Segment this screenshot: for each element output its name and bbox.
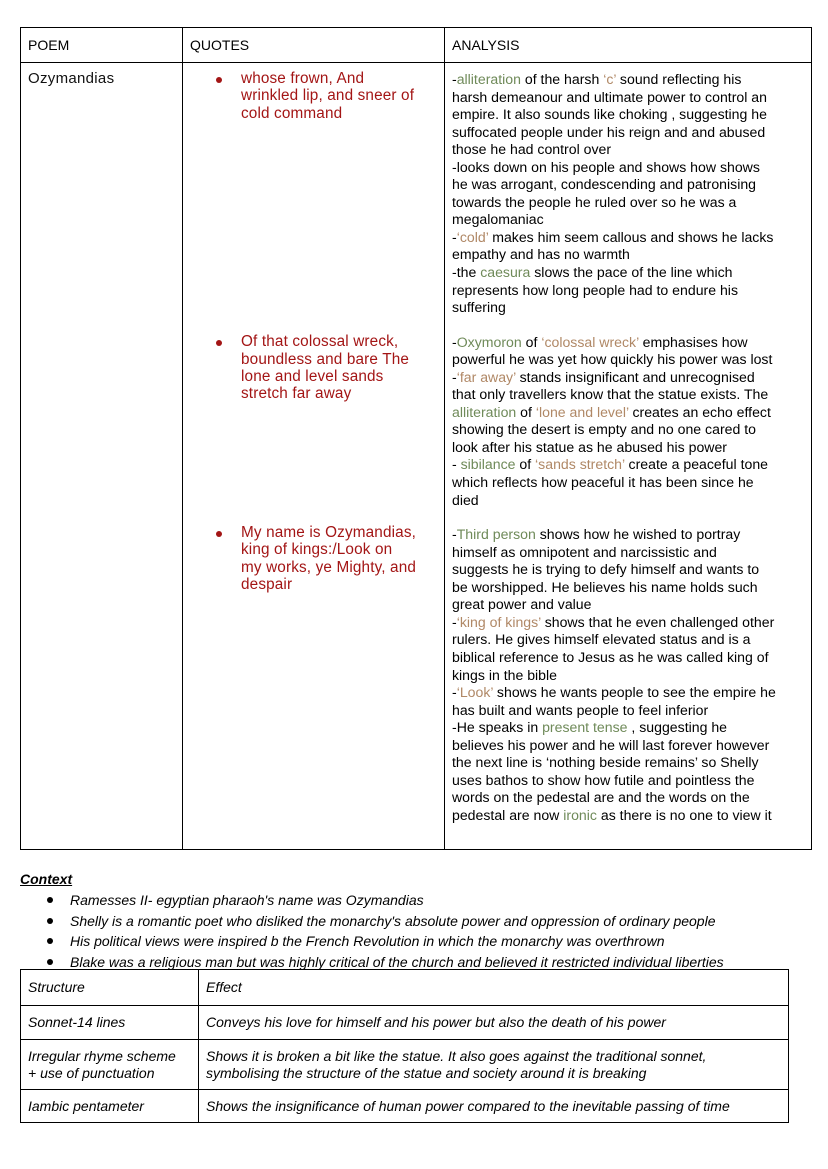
analysis-line — [452, 544, 808, 562]
analysis-text: -looks down on his people and shows how shows — [452, 158, 760, 175]
analysis-text: shows how he wished to portray — [535, 526, 741, 543]
analysis-line — [452, 684, 808, 702]
analysis-line — [452, 264, 808, 282]
analysis-line — [452, 807, 808, 825]
analysis-text: of the harsh — [520, 71, 604, 87]
effect-cell — [199, 1040, 789, 1090]
analysis-line — [452, 124, 808, 142]
structure-cell — [21, 1090, 199, 1123]
header-poem: POEM — [21, 28, 183, 63]
analysis-text: empathy and has no warmth — [452, 246, 630, 263]
analysis-text: pedestal are now — [452, 806, 564, 823]
quote-line: king of kings:/Look on — [241, 541, 393, 559]
analysis-text: showing the desert is empty and no one cared to — [452, 421, 756, 438]
bullet-icon — [47, 959, 53, 965]
analysis-line — [452, 159, 808, 177]
analysis-text: uses bathos to show how futile and pointless the — [452, 771, 755, 788]
quotes-cell — [183, 63, 445, 850]
analysis-text: died — [452, 491, 479, 508]
analysis-line — [452, 772, 808, 790]
structure-cell — [21, 1040, 199, 1090]
analysis-text: sound reflecting his — [616, 71, 742, 87]
effect-cell — [199, 1090, 789, 1123]
analysis-line — [452, 246, 808, 264]
poem-title: Ozymandias — [21, 63, 183, 850]
term-highlight: Third person — [456, 526, 536, 543]
analysis-text: suffocated people under his reign and and abused — [452, 123, 766, 140]
context-list — [20, 890, 810, 972]
table-row — [21, 63, 812, 850]
analysis-text: look after his statue as he abused his power — [452, 438, 727, 455]
effect-cell — [199, 1006, 789, 1040]
analysis-text: suffering — [452, 299, 506, 316]
context-text: Shelly is a romantic poet who disliked the monarchy's absolute power and oppression of ordinary people — [70, 912, 716, 929]
quote-line: cold command — [241, 104, 343, 122]
analysis-text: himself as omnipotent and narcissistic and — [452, 543, 717, 560]
bullet-icon — [216, 340, 222, 346]
analysis-text: represents how long people had to endure his — [452, 281, 738, 298]
analysis-text: - — [452, 228, 457, 245]
quote-line: wrinkled lip, and sneer of — [241, 87, 415, 105]
bullet-icon — [47, 938, 53, 944]
analysis-text: creates an echo effect — [628, 403, 771, 420]
bullet-icon — [47, 918, 53, 924]
term-highlight: ironic — [563, 806, 597, 823]
analysis-block — [452, 71, 808, 317]
quoted-word: ‘king of kings’ — [456, 613, 541, 630]
analysis-line — [452, 282, 808, 300]
term-highlight: sibilance — [460, 456, 516, 473]
analysis-text: emphasises how — [638, 333, 748, 350]
cell-line: Shows it is broken a bit like the statue. It also goes against the traditional sonnet, — [206, 1047, 707, 1064]
analysis-line — [452, 106, 808, 124]
analysis-text: of — [515, 456, 536, 473]
analysis-line — [452, 579, 808, 597]
table-row — [21, 1090, 789, 1123]
bullet-icon — [216, 77, 222, 83]
analysis-text: towards the people he ruled over so he was a — [452, 193, 737, 210]
bullet-icon — [47, 897, 53, 903]
analysis-text: , suggesting he — [627, 719, 728, 736]
analysis-text: biblical reference to Jesus as he was called king of — [452, 648, 769, 665]
analysis-text: believes his power and he will last forever however — [452, 736, 770, 753]
quote-line: whose frown, And — [241, 70, 365, 87]
analysis-text: - — [452, 368, 457, 385]
analysis-text: words on the pedestal are and the words on the — [452, 789, 750, 806]
list-item — [20, 911, 810, 932]
table-row — [21, 1006, 789, 1040]
analysis-line — [452, 667, 808, 685]
term-highlight: caesura — [480, 264, 531, 281]
analysis-text: slows the pace of the line which — [530, 264, 733, 281]
analysis-text: -He speaks in — [452, 719, 543, 736]
header-structure: Structure — [21, 970, 199, 1006]
analysis-line — [452, 702, 808, 720]
analysis-text: makes him seem callous and shows he lacks — [488, 228, 774, 245]
term-highlight: alliteration — [456, 71, 521, 87]
quote-line: lone and level sands — [241, 368, 384, 386]
poem-analysis-table — [20, 27, 812, 850]
analysis-block — [452, 334, 808, 509]
quoted-word: ‘cold’ — [456, 228, 489, 245]
analysis-text: great power and value — [452, 596, 592, 613]
cell-line: Sonnet-14 lines — [28, 1014, 126, 1030]
quoted-word: ‘sands stretch’ — [535, 456, 625, 473]
analysis-line — [452, 176, 808, 194]
context-section — [20, 870, 810, 972]
term-highlight: alliteration — [452, 403, 517, 420]
analysis-line — [452, 439, 808, 457]
analysis-text: shows he wants people to see the empire he — [493, 684, 776, 701]
analysis-text: those he had control over — [452, 141, 612, 158]
term-highlight: present tense — [542, 719, 628, 736]
table-row — [21, 1040, 789, 1090]
analysis-line — [452, 89, 808, 107]
analysis-line — [452, 351, 808, 369]
analysis-text: empire. It also sounds like choking , suggesting he — [452, 106, 767, 123]
quote-item — [183, 524, 444, 594]
quote-item — [183, 333, 444, 403]
structure-cell — [21, 1006, 199, 1040]
header-effect: Effect — [199, 970, 789, 1006]
analysis-text: - — [452, 613, 457, 630]
analysis-text: that only travellers know that the statue exists. The — [452, 386, 769, 403]
quoted-word: ‘lone and level’ — [535, 403, 629, 420]
analysis-line — [452, 719, 808, 737]
header-quotes: QUOTES — [183, 28, 445, 63]
analysis-text: the next line is ‘nothing beside remains’ so Shelly — [452, 754, 759, 771]
table-header-row — [21, 970, 789, 1006]
analysis-text: shows that he even challenged other — [540, 613, 775, 630]
header-analysis: ANALYSIS — [445, 28, 812, 63]
analysis-text: megalomaniac — [452, 211, 544, 228]
context-text: Blake was a religious man but was highly critical of the church and believed it restricted individual liberties — [70, 953, 724, 970]
analysis-line — [452, 299, 808, 317]
analysis-line — [452, 737, 808, 755]
list-item — [20, 931, 810, 952]
analysis-text: harsh demeanour and ultimate power to control an — [452, 88, 767, 105]
analysis-line — [452, 421, 808, 439]
analysis-text: suggests he is trying to defy himself and wants to — [452, 561, 760, 578]
structure-effect-table — [20, 969, 789, 1123]
analysis-line — [452, 596, 808, 614]
analysis-text: be worshipped. He believes his name holds such — [452, 578, 758, 595]
quote-line: stretch far away — [241, 385, 352, 403]
analysis-block — [452, 526, 808, 824]
cell-line: + use of punctuation — [28, 1064, 155, 1081]
analysis-line — [452, 71, 808, 89]
quote-line: my works, ye Mighty, and — [241, 558, 417, 576]
analysis-text: stands insignificant and unrecognised — [515, 368, 755, 385]
analysis-line — [452, 386, 808, 404]
quote-line: boundless and bare The — [241, 350, 410, 368]
bullet-icon — [216, 531, 222, 537]
analysis-text: - — [452, 526, 457, 543]
context-text: Ramesses II- egyptian pharaoh's name was Ozymandias — [70, 892, 424, 908]
analysis-line — [452, 474, 808, 492]
analysis-text: kings in the bible — [452, 666, 557, 683]
analysis-line — [452, 456, 808, 474]
quoted-word: ‘c’ — [603, 71, 617, 87]
table-header-row — [21, 28, 812, 63]
analysis-line — [452, 789, 808, 807]
analysis-text: powerful he was yet how quickly his power was lost — [452, 351, 773, 368]
analysis-line — [452, 754, 808, 772]
analysis-line — [452, 141, 808, 159]
cell-line: Conveys his love for himself and his power but also the death of his power — [206, 1014, 666, 1030]
analysis-text: rulers. He gives himself elevated status and is a — [452, 631, 751, 648]
analysis-line — [452, 334, 808, 352]
analysis-text: - — [452, 456, 461, 473]
analysis-text: - — [452, 333, 457, 350]
analysis-text: - — [452, 684, 457, 701]
quote-line: Of that colossal wreck, — [241, 333, 399, 351]
analysis-line — [452, 526, 808, 544]
quote-line: My name is Ozymandias, — [241, 523, 417, 541]
cell-line: Shows the insignificance of human power compared to the inevitable passing of time — [206, 1097, 730, 1114]
list-item — [20, 890, 810, 911]
analysis-line — [452, 229, 808, 247]
term-highlight: Oxymoron — [456, 333, 522, 350]
analysis-text: create a peaceful tone — [624, 456, 768, 473]
analysis-text: of — [521, 333, 542, 350]
analysis-text: which reflects how peaceful it has been since he — [452, 474, 754, 491]
analysis-cell — [445, 63, 812, 850]
analysis-text: - — [452, 71, 457, 87]
context-heading: Context — [20, 871, 73, 887]
analysis-line — [452, 492, 808, 510]
analysis-text: as there is no one to view it — [596, 806, 772, 823]
analysis-line — [452, 194, 808, 212]
analysis-text: of — [516, 403, 536, 420]
cell-line: Iambic pentameter — [28, 1097, 144, 1114]
analysis-line — [452, 369, 808, 387]
context-text: His political views were inspired b the French Revolution in which the monarchy was overthrown — [70, 933, 665, 949]
analysis-line — [452, 614, 808, 632]
analysis-line — [452, 404, 808, 422]
cell-line: Irregular rhyme scheme — [28, 1047, 176, 1064]
cell-line: symbolising the structure of the statue and society around it is breaking — [206, 1064, 647, 1081]
analysis-line — [452, 561, 808, 579]
quoted-word: ‘colossal wreck’ — [541, 333, 639, 350]
quote-line: despair — [241, 576, 293, 594]
analysis-line — [452, 631, 808, 649]
analysis-text: -the — [452, 264, 481, 281]
analysis-text: he was arrogant, condescending and patronising — [452, 176, 757, 193]
analysis-text: has built and wants people to feel inferior — [452, 701, 709, 718]
quoted-word: ‘far away’ — [456, 368, 516, 385]
analysis-line — [452, 211, 808, 229]
analysis-line — [452, 649, 808, 667]
quoted-word: ‘Look’ — [456, 684, 494, 701]
quote-item — [183, 70, 444, 122]
